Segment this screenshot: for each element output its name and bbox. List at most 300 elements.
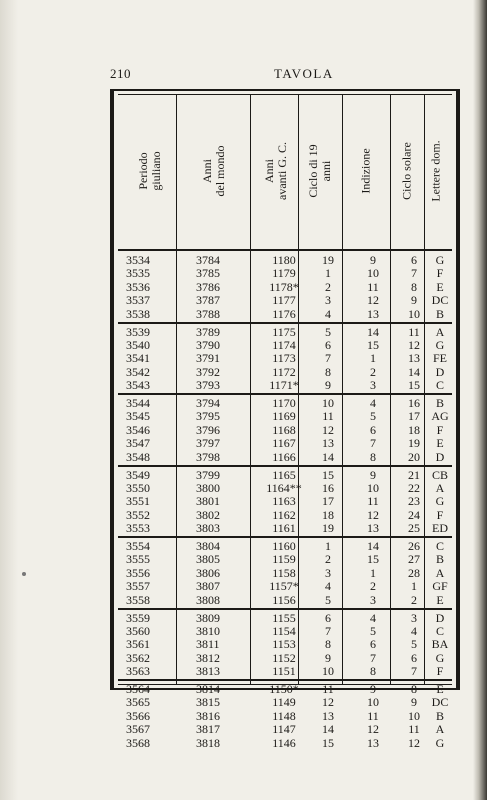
table-cell: 3547 [126, 436, 150, 451]
table-cell: 3805 [196, 552, 220, 567]
table-cell: 17 [408, 409, 420, 424]
table-row [122, 294, 448, 307]
table-cell: 14 [322, 722, 334, 737]
table-cell: 11 [367, 494, 379, 509]
table-cell: 3566 [126, 708, 150, 723]
table-cell: 2 [325, 279, 331, 294]
table-cell: 10 [408, 306, 420, 321]
table-row [122, 580, 448, 593]
table-row [122, 495, 448, 508]
table-cell: 3551 [126, 494, 150, 509]
row-group [122, 540, 448, 614]
table-cell: 16 [408, 396, 420, 410]
table-cell: 9 [325, 650, 331, 665]
table-cell: 3798 [196, 449, 220, 464]
table-cell: 1 [370, 351, 376, 366]
table-cell: 9 [370, 467, 376, 482]
table-cell: 3560 [126, 623, 150, 638]
table-row [122, 625, 448, 638]
table-cell: 8 [325, 364, 331, 379]
table-cell: 1164** [266, 480, 302, 495]
paper-speck [22, 572, 26, 576]
table-cell: 3543 [126, 378, 150, 393]
table-cell: 27 [408, 552, 420, 567]
table-cell: 15 [408, 378, 420, 393]
table-row [122, 366, 448, 379]
page-right-shadow [473, 0, 487, 800]
table-cell: 4 [411, 623, 417, 638]
table-cell: 5 [370, 623, 376, 638]
table-cell: 13 [322, 436, 334, 451]
table-cell: 10 [322, 396, 334, 410]
header-ciclo-solare: Ciclo solare [399, 142, 414, 200]
table-cell: 3802 [196, 507, 220, 522]
table-cell: 3787 [196, 293, 220, 308]
table-cell: A [435, 480, 445, 495]
table-row [122, 424, 448, 437]
table-cell: 1 [370, 565, 376, 580]
chronology-table [110, 89, 460, 750]
table-cell: 3 [325, 565, 331, 580]
table-cell: 3536 [126, 279, 150, 294]
table-cell: 1165 [272, 467, 296, 482]
table-cell: 3559 [126, 610, 150, 625]
group-separator [118, 465, 452, 467]
table-cell: 18 [408, 422, 420, 437]
table-cell: CB [431, 467, 448, 482]
table-cell: 4 [370, 396, 376, 410]
table-cell: 1166 [272, 449, 296, 464]
table-cell: 3815 [196, 695, 220, 710]
table-row [122, 737, 448, 750]
table-cell: 3800 [196, 480, 220, 495]
table-cell: G [435, 494, 445, 509]
table-row [122, 437, 448, 450]
table-cell: 1168 [272, 422, 296, 437]
table-cell: 3804 [196, 539, 220, 553]
page-left-shadow [0, 0, 18, 800]
header-periodo-giuliano: Periodo giuliano [136, 151, 163, 191]
table-cell: 3 [325, 293, 331, 308]
table-cell: 7 [325, 351, 331, 366]
table-cell: 11 [367, 279, 379, 294]
table-cell: 6 [370, 637, 376, 652]
table-cell: C [435, 539, 444, 553]
table-cell: 26 [408, 539, 420, 553]
table-cell: F [436, 664, 444, 679]
table-cell: AG [431, 409, 449, 424]
table-cell: 11 [322, 682, 334, 696]
table-cell: 10 [322, 664, 334, 679]
table-cell: 8 [411, 682, 417, 696]
table-cell: 1153 [272, 637, 296, 652]
table-cell: 20 [408, 449, 420, 464]
row-group [122, 469, 448, 543]
table-cell: 12 [408, 735, 420, 750]
table-row [122, 410, 448, 423]
table-row [122, 482, 448, 495]
table-cell: 15 [367, 337, 379, 352]
table-cell: 14 [408, 364, 420, 379]
table-cell: 3549 [126, 467, 150, 482]
table-cell: 14 [367, 324, 379, 339]
table-row [122, 710, 448, 723]
table-cell: 6 [370, 422, 376, 437]
table-cell: 3545 [126, 409, 150, 424]
table-cell: 1 [325, 266, 331, 281]
table-cell: 3554 [126, 539, 150, 553]
table-cell: 10 [367, 266, 379, 281]
table-cell: 4 [370, 610, 376, 625]
table-cell: DC [431, 293, 449, 308]
table-cell: 3535 [126, 266, 150, 281]
table-cell: 13 [322, 708, 334, 723]
table-cell: 1151 [272, 664, 296, 679]
table-cell: 3792 [196, 364, 220, 379]
table-row [122, 267, 448, 280]
table-row [122, 469, 448, 482]
header-indizione: Indizione [358, 148, 373, 194]
table-cell: 8 [370, 664, 376, 679]
table-cell: 9 [370, 682, 376, 696]
table-cell: 13 [367, 735, 379, 750]
table-cell: 3565 [126, 695, 150, 710]
table-row [122, 451, 448, 464]
table-row [122, 683, 448, 696]
table-cell: 3797 [196, 436, 220, 451]
table-row [122, 352, 448, 365]
table-cell: 3553 [126, 521, 150, 536]
table-row [122, 638, 448, 651]
table-cell: 3541 [126, 351, 150, 366]
table-cell: 3808 [196, 592, 220, 607]
table-cell: 2 [370, 364, 376, 379]
table-cell: 15 [322, 735, 334, 750]
table-cell: B [435, 552, 444, 567]
table-cell: 3537 [126, 293, 150, 308]
table-cell: 3 [411, 610, 417, 625]
table-cell: F [436, 507, 444, 522]
table-cell: 1177 [272, 293, 296, 308]
table-cell: 3786 [196, 279, 220, 294]
table-cell: 1 [411, 579, 417, 594]
table-cell: ED [432, 521, 448, 536]
table-cell: 12 [322, 695, 334, 710]
header-lettere-dom: Lettere dom. [428, 140, 443, 202]
table-cell: 11 [367, 708, 379, 723]
table-cell: 9 [370, 253, 376, 267]
table-cell: 6 [411, 650, 417, 665]
table-cell: 11 [408, 324, 420, 339]
table-cell: 3813 [196, 664, 220, 679]
table-cell: 7 [325, 623, 331, 638]
table-cell: 3791 [196, 351, 220, 366]
table-cell: 3548 [126, 449, 150, 464]
table-row [122, 665, 448, 678]
table-cell: 3557 [126, 579, 150, 594]
table-cell: G [435, 337, 445, 352]
table-cell: E [436, 436, 444, 451]
table-cell: 9 [411, 293, 417, 308]
table-cell: E [436, 592, 444, 607]
table-cell: 4 [325, 306, 331, 321]
table-cell: 1156 [272, 592, 296, 607]
table-cell: 6 [411, 253, 417, 267]
table-cell: 19 [408, 436, 420, 451]
table-cell: 3817 [196, 722, 220, 737]
table-row [122, 509, 448, 522]
table-cell: 16 [322, 480, 334, 495]
table-cell: 3816 [196, 708, 220, 723]
table-cell: 1147 [272, 722, 296, 737]
table-cell: 1155 [272, 610, 296, 625]
table-cell: 2 [325, 552, 331, 567]
table-cell: 3558 [126, 592, 150, 607]
table-cell: 17 [322, 494, 334, 509]
table-cell: B [435, 708, 444, 723]
table-cell: 1179 [272, 266, 296, 281]
table-cell: 22 [408, 480, 420, 495]
table-cell: 15 [367, 552, 379, 567]
row-group [122, 397, 448, 471]
table-cell: 3803 [196, 521, 220, 536]
table-cell: 1178* [269, 279, 299, 294]
table-cell: 1173 [272, 351, 296, 366]
table-cell: A [435, 324, 445, 339]
table-cell: 1 [325, 539, 331, 553]
table-cell: 3538 [126, 306, 150, 321]
table-cell: 3546 [126, 422, 150, 437]
table-cell: 3794 [196, 396, 220, 410]
table-cell: 13 [408, 351, 420, 366]
table-row [122, 308, 448, 321]
table-cell: 3785 [196, 266, 220, 281]
table-row [122, 397, 448, 410]
table-cell: 1152 [272, 650, 296, 665]
table-cell: 1148 [272, 708, 296, 723]
table-cell: 12 [367, 293, 379, 308]
table-cell: G [435, 650, 445, 665]
table-cell: 3809 [196, 610, 220, 625]
table-header [122, 95, 448, 247]
table-cell: 3811 [196, 637, 220, 652]
table-cell: G [435, 735, 445, 750]
table-cell: 3790 [196, 337, 220, 352]
table-cell: 1162 [272, 507, 296, 522]
group-separator [118, 679, 452, 681]
group-separator [118, 393, 452, 395]
table-cell: 10 [408, 708, 420, 723]
table-row [122, 379, 448, 392]
table-cell: 21 [408, 467, 420, 482]
table-cell: 7 [411, 266, 417, 281]
table-cell: 3801 [196, 494, 220, 509]
table-cell: 3810 [196, 623, 220, 638]
table-cell: 1175 [272, 324, 296, 339]
table-cell: 6 [325, 610, 331, 625]
table-cell: 3564 [126, 682, 150, 696]
table-row [122, 281, 448, 294]
table-cell: B [435, 306, 444, 321]
table-cell: 3544 [126, 396, 150, 410]
table-cell: 1146 [272, 735, 296, 750]
table-cell: A [435, 722, 445, 737]
table-cell: 2 [411, 592, 417, 607]
row-group [122, 326, 448, 400]
table-cell: 7 [370, 650, 376, 665]
table-cell: 13 [367, 306, 379, 321]
table-cell: 23 [408, 494, 420, 509]
table-cell: 10 [367, 695, 379, 710]
table-cell: A [435, 565, 445, 580]
table-cell: BA [431, 637, 449, 652]
table-cell: 14 [367, 539, 379, 553]
table-cell: 3563 [126, 664, 150, 679]
table-cell: F [436, 422, 444, 437]
table-cell: 11 [322, 409, 334, 424]
table-cell: 25 [408, 521, 420, 536]
table-cell: 13 [367, 521, 379, 536]
header-ciclo-19-anni: Ciclo di 19 anni [306, 144, 333, 198]
table-cell: 3806 [196, 565, 220, 580]
table-cell: 1161 [272, 521, 296, 536]
table-row [122, 723, 448, 736]
header-rule [118, 249, 452, 251]
table-cell: 1157* [269, 579, 299, 594]
table-cell: 3784 [196, 253, 220, 267]
table-cell: 1174 [272, 337, 296, 352]
table-cell: 1172 [272, 364, 296, 379]
table-cell: 3540 [126, 337, 150, 352]
table-cell: 3799 [196, 467, 220, 482]
page-title: TAVOLA [274, 66, 334, 81]
table-cell: 8 [325, 637, 331, 652]
table-row [122, 326, 448, 339]
table-cell: B [435, 396, 444, 410]
group-separator [118, 322, 452, 324]
table-cell: 3550 [126, 480, 150, 495]
table-cell: E [436, 279, 444, 294]
table-cell: 5 [411, 637, 417, 652]
table-cell: 7 [411, 664, 417, 679]
table-cell: 3818 [196, 735, 220, 750]
table-cell: D [435, 610, 445, 625]
table-cell: 3789 [196, 324, 220, 339]
group-separator [118, 608, 452, 610]
table-cell: DC [431, 695, 449, 710]
table-cell: 2 [370, 579, 376, 594]
table-row [122, 612, 448, 625]
table-cell: 11 [408, 722, 420, 737]
table-cell: 5 [370, 409, 376, 424]
table-row [122, 254, 448, 267]
header-anni-del-mondo: Anni del mondo [200, 145, 227, 197]
group-separator [118, 536, 452, 538]
table-row [122, 522, 448, 535]
row-group [122, 612, 448, 686]
table-row [122, 339, 448, 352]
table-cell: 1163 [272, 494, 296, 509]
row-group [122, 254, 448, 328]
table-cell: 12 [322, 422, 334, 437]
table-row [122, 567, 448, 580]
table-cell: 12 [367, 507, 379, 522]
table-row [122, 696, 448, 709]
table-cell: 3793 [196, 378, 220, 393]
header-anni-avanti-gc: Anni avanti G. C. [262, 142, 289, 200]
table-cell: 1170 [272, 396, 296, 410]
page-number: 210 [110, 66, 131, 81]
table-cell: 3562 [126, 650, 150, 665]
table-cell: 1159 [272, 552, 296, 567]
table-cell: 8 [370, 449, 376, 464]
table-cell: 8 [411, 279, 417, 294]
table-cell: 3568 [126, 735, 150, 750]
table-cell: 3807 [196, 579, 220, 594]
table-cell: 19 [322, 521, 334, 536]
table-cell: C [435, 378, 444, 393]
table-cell: 3788 [196, 306, 220, 321]
table-row [122, 553, 448, 566]
table-cell: 19 [322, 253, 334, 267]
table-cell: D [435, 449, 445, 464]
table-cell: 9 [411, 695, 417, 710]
table-cell: 9 [325, 378, 331, 393]
table-cell: 3552 [126, 507, 150, 522]
table-cell: 1150* [269, 682, 299, 696]
table-cell: 4 [325, 579, 331, 594]
table-cell: 3796 [196, 422, 220, 437]
table-cell: 3814 [196, 682, 220, 696]
table-cell: 3561 [126, 637, 150, 652]
table-cell: 1160 [272, 539, 296, 553]
table-cell: 3 [370, 592, 376, 607]
table-cell: 5 [325, 592, 331, 607]
table-cell: 5 [325, 324, 331, 339]
table-row [122, 540, 448, 553]
table-cell: 3555 [126, 552, 150, 567]
table-cell: 1167 [272, 436, 296, 451]
table-cell: 3 [370, 378, 376, 393]
table-row [122, 652, 448, 665]
table-cell: FE [432, 351, 447, 366]
table-cell: 1180 [272, 253, 296, 267]
table-cell: 14 [322, 449, 334, 464]
table-cell: 1158 [272, 565, 296, 580]
table-cell: 12 [408, 337, 420, 352]
table-cell: 3534 [126, 253, 150, 267]
table-cell: 7 [370, 436, 376, 451]
table-cell: C [435, 623, 444, 638]
table-cell: 3556 [126, 565, 150, 580]
table-cell: 18 [322, 507, 334, 522]
row-group [122, 683, 448, 757]
table-cell: 3795 [196, 409, 220, 424]
table-cell: 3812 [196, 650, 220, 665]
table-cell: 15 [322, 467, 334, 482]
table-cell: 3542 [126, 364, 150, 379]
table-cell: 3567 [126, 722, 150, 737]
table-cell: 24 [408, 507, 420, 522]
table-cell: E [436, 682, 444, 696]
table-cell: G [435, 253, 445, 267]
table-cell: 10 [367, 480, 379, 495]
table-cell: 1149 [272, 695, 296, 710]
table-row [122, 594, 448, 607]
table-cell: F [436, 266, 444, 281]
table-cell: 1154 [272, 623, 296, 638]
table-cell: 6 [325, 337, 331, 352]
